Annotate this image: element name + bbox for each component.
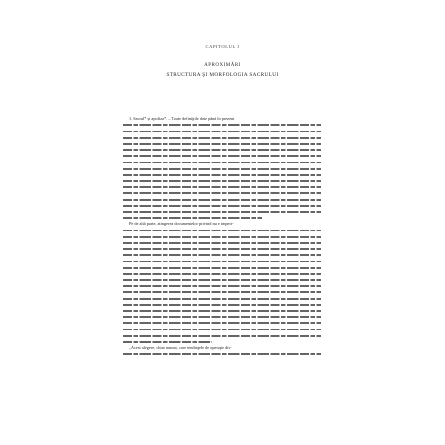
paragraph-lead: „Acest alegere, chiar numai, care tendinţele de operaţie dis- [129,344,232,350]
text-line [123,351,321,357]
section-label: APROXIMĂRI [204,63,241,68]
text-line [123,339,321,345]
chapter-title: STRUCTURA ŞI MORFOLOGIA SACRULUI [166,72,279,78]
chapter-label: CAPITOLUL I [205,44,240,49]
paragraph-lead: Pe de altă parte, atingerea documentelor privind nu e imperi- [129,221,234,227]
section-lead: 1. Sacrul* și apofiza*. – Toate definiţiile date până în prezent [129,116,235,121]
body-text [123,116,321,357]
text-line [123,215,321,221]
